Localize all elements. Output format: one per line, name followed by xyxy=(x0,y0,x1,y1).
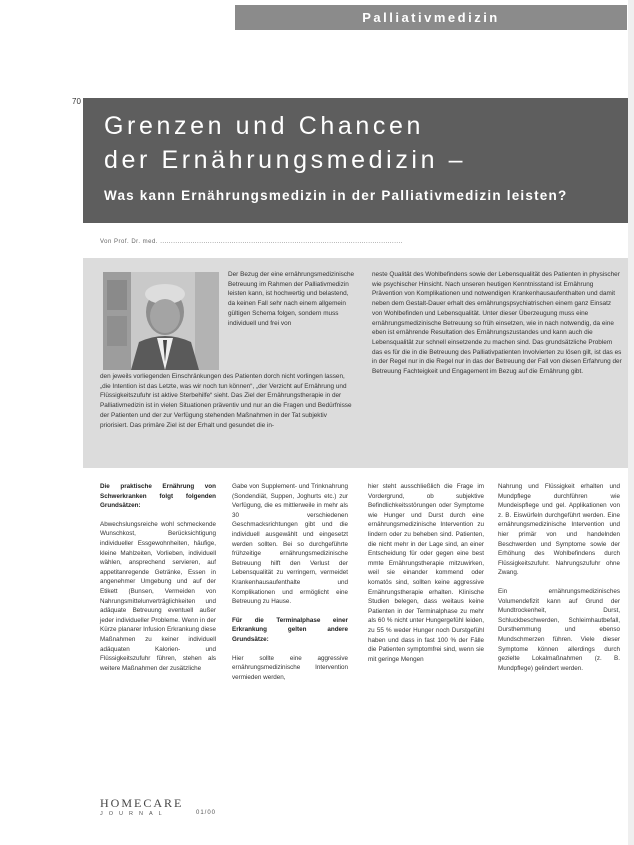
journal-logo: HOMECARE xyxy=(100,796,184,810)
headline-line-2: der Ernährungsmedizin – xyxy=(104,146,467,174)
title-banner xyxy=(83,98,631,223)
page-binding-edge xyxy=(628,0,634,845)
column-paragraph: Gabe von Supplement- und Trinknahrung (Sondendiät, Suppen, Joghurts etc.) zur Verfügung, die es mittlerweile in mehr als 30 verschiedenen Geschmacksrichtungen gibt und die individuell ausgewählt und eingesetzt werden sollten. Bei so durchgeführte frühzeitige ernährungsmedizinische Betreuung hilft den Verlust der Lebensqualität zu verringern, vermeidet Krankenhausaufenthalte und Komplikationen und ermöglicht eine Betreuung zu Hause. xyxy=(232,483,348,606)
column-paragraph: hier steht ausschließlich die Frage im Vordergrund, ob subjektive Befindlichkeitsstörungen oder Symptome wie Hunger und Durst durch eine ernährungsmedizinische Intervention zu lindern oder zu beheben sind. Patienten, die nicht mehr in der Lage sind, an einer Entscheidung für oder gegen eine best mmte Ernährungstherapie mitzuwirken, weil sie einander kommend oder komatös sind, sollten keine aggressive Ernährungstherapie erhalten. Klinische Studien belegen, dass weitaus keine Patienten in der Terminalphase zu mehr als 60 % nicht unter Hungergefühl leiden, zu 55 % weder Hunger noch Durstgefühl haben und dass in fast 100 % der Fälle die Patienten symptomfrei sind, wenn sie mit geringe Mengen xyxy=(368,483,484,663)
column-paragraph: Nahrung und Flüssigkeit erhalten und Mundpflege durchführen wie Mundeispflege und gel. Applikationen von z. B. Eiswürfeln durchgeführt werden. Eine ernährungsmedizinische Intervention und hier primär von und handelnden Beschwerden und Symptome sowie der Erhöhung des Wohlbefindens durch Flüssigkeitszufuhr. Nahrungszufuhr ohne Zwang. xyxy=(498,483,620,577)
body-column-1 xyxy=(100,482,216,682)
page-number: 70 xyxy=(72,97,81,106)
author-photo xyxy=(103,272,219,370)
intro-text-column-2: neste Qualität des Wohlbefindens sowie der Lebensqualität des Patienten in physischer wie psychischer Hinsicht. Nach unseren heutigen Kenntnisstand ist Ernährung Prävention von Komplikationen und notwendigen Krankenhausaufenthalten und damit neben dem Gestalt-Dauer erhalt des ernährungspsychiatrischen einem ganz Einsatz von Wohlbefinden und Lebensqualität. Unter dieser Überzeugung muss eine ernährungsmedizinische Betreuung so früh einsetzen, wie in nach notwendig, da eine eben ist ernährende Resultation des Ernährungszustandes und kann auch die Lebensqualität zur schnell einsetzende zu machen sind. Das grundsätzliche Problem das es für die in die Betreuung des Palliativpatienten Involvierten zu lösen gilt, ist das es in der Regel nur in die Regel nur in das der Betreuung der Fall von diesen Erfahrung der Betreuung Fachteigkeit und Engagement im Bezug auf die Ernährung gibt. xyxy=(372,271,622,376)
journal-logo-subline: JOURNAL xyxy=(100,811,168,817)
body-column-4 xyxy=(498,482,620,682)
body-column-3 xyxy=(368,482,484,673)
column-paragraph: Abwechslungsreiche wohl schmeckende Wunschkost, Berücksichtigung individueller Essgewohnheiten, häufige, kleine Mahlzeiten, Vorlieben, individuell wählen, ansprechend servieren, auf appetitanregende Getränke, Essen in angenehmer Umgebung und auf der Etikett (Bunsen, Vermeiden von Nahrungsmittelunverträglichkeiten und adäquate Betreuung eventuell außer jeder individueller Probleme. Wenn in der Kürze planarer Infusion Erkrankung diese Maßnahmen zu keiner individuell adäquaten Kalorien- und Flüssigkeitszufuhr führen, stehen als weitere Maßnahmen der zusätzliche xyxy=(100,520,216,672)
section-title: Palliativmedizin xyxy=(362,10,500,25)
column-lead: Die praktische Ernährung von Schwerkranken folgt folgenden Grundsätzen: xyxy=(100,483,216,510)
column-paragraph: Ein ernährungsmedizinisches Volumendefizit kann auf Grund der Mundtrockenheit, Durst, Schluckbeschwerden, Schleimhautbefall, Dursthemmung und ebenso Mundschmerzen führen. Viele dieser Symptome können allerdings durch gezielte Lokalmaßnahmen (z. B. Mundpflege) gelindert werden. xyxy=(498,587,620,672)
portrait-image xyxy=(103,272,219,370)
headline-line-1: Grenzen und Chancen xyxy=(104,112,424,140)
subtitle: Was kann Ernährungsmedizin in der Palliativmedizin leisten? xyxy=(104,188,568,203)
column-subheading: Für die Terminalphase einer Erkrankung gelten andere Grundsätze: xyxy=(232,616,348,643)
author-byline: Von Prof. Dr. med. ................................................................................................................ xyxy=(100,239,403,245)
issue-number: 01/00 xyxy=(196,810,217,816)
intro-text-wide: den jeweils vorliegenden Einschränkungen des Patienten dorch nicht vorlingen lassen, „die Intention ist das Letzte, was wir noch tun können“, „der Verzicht auf Ernährung und Flüssigkeitszufuhr ist aktive Sterbehilfe“ sieht. Das Ziel der Ernährungstherapie in der Palliativmedizin ist in vielen Situationen präventiv und nur an die Fragen und Bedürfnisse der Patienten und der zur Verfügung stehenden Maßnahmen in der Tat subjektiv priorisiert. Das primäre Ziel ist der Erhalt und gesundet die in- xyxy=(100,373,352,429)
column-paragraph: Hier sollte eine aggressive ernährungsmedizinische Intervention vermieden werden, xyxy=(232,654,348,681)
body-column-2 xyxy=(232,482,348,691)
intro-text-column-1: Der Bezug der eine ernährungsmedizinische Betreuung im Rahmen der Palliativmedizin leisten kann, ist hochwertig und belastend, da keinen Fall sehr nach einem allgemein gültigen Schema folgen, sondern muss individuell und frei von xyxy=(228,271,355,327)
section-header-tab xyxy=(235,5,627,30)
